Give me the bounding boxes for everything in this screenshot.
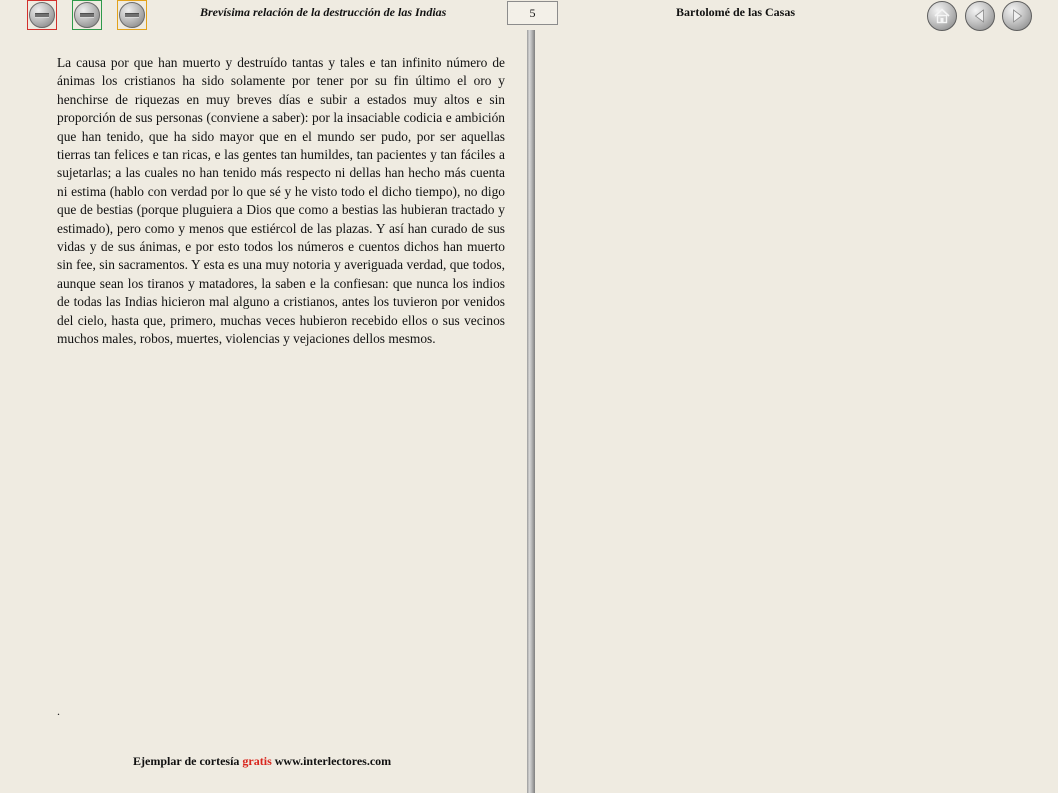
footer-gratis: gratis	[242, 754, 272, 768]
home-button[interactable]	[927, 1, 957, 31]
body-paragraph: La causa por que han muerto y destruído tantas y tales e tan infinito número de ánimas los cristianos ha sido solamente por tener por su fin último el oro y henchirse de riquezas en muy breves días e subir a estados muy altos e sin proporción de sus personas (conviene a saber): por la insaciable codicia e ambición que han tenido, que ha sido mayor que en el mundo ser pudo, por ser aquellas tierras tan felices e tan ricas, e las gentes tan humildes, tan pacientes y tan fáciles a sujetarlas; a las cuales no han tenido más respecto ni dellas han hecho más cuenta ni estima (hablo con verdad por lo que sé y he visto todo el dicho tiempo), no digo que de bestias (porque pluguiera a Dios que como a bestias las hubieran tractado y estimado), pero como y menos que estiércol de las plazas. Y así han curado de sus vidas y de sus ánimas, e por esto todos los números e cuentos dichos han muerto sin fee, sin sacramentos. Y esta es una muy notoria y averiguada verdad, que todos, aunque sean los tiranos y matadores, la saben e la confiesan: que nunca los indios de todas las Indias hicieron mal alguno a cristianos, antes los tuvieron por venidos del cielo, hasta que, primero, muchas veces hubieron recebido ellos o sus vecinos muchos males, robos, muertes, violencias y vejaciones dellos mesmos.	[57, 55, 505, 347]
footer	[133, 754, 391, 769]
previous-page-button[interactable]	[965, 1, 995, 31]
book-title: Brevísima relación de la destrucción de las Indias	[200, 5, 447, 19]
arrow-left-icon	[971, 7, 989, 25]
page-dot: .	[57, 704, 60, 718]
footer-prefix: Ejemplar de cortesía	[133, 754, 240, 768]
arrow-right-icon	[1008, 7, 1026, 25]
minus-icon	[119, 2, 145, 28]
footer-url[interactable]: www.interlectores.com	[274, 754, 392, 768]
page-number: 5	[507, 1, 558, 25]
author-name: Bartolomé de las Casas	[676, 5, 795, 19]
minus-icon	[74, 2, 100, 28]
next-page-button[interactable]	[1002, 1, 1032, 31]
minimize-yellow-button[interactable]	[117, 0, 147, 30]
home-icon	[933, 7, 951, 25]
page-divider	[527, 30, 535, 793]
minimize-red-button[interactable]	[27, 0, 57, 30]
minimize-green-button[interactable]	[72, 0, 102, 30]
minus-icon	[29, 2, 55, 28]
